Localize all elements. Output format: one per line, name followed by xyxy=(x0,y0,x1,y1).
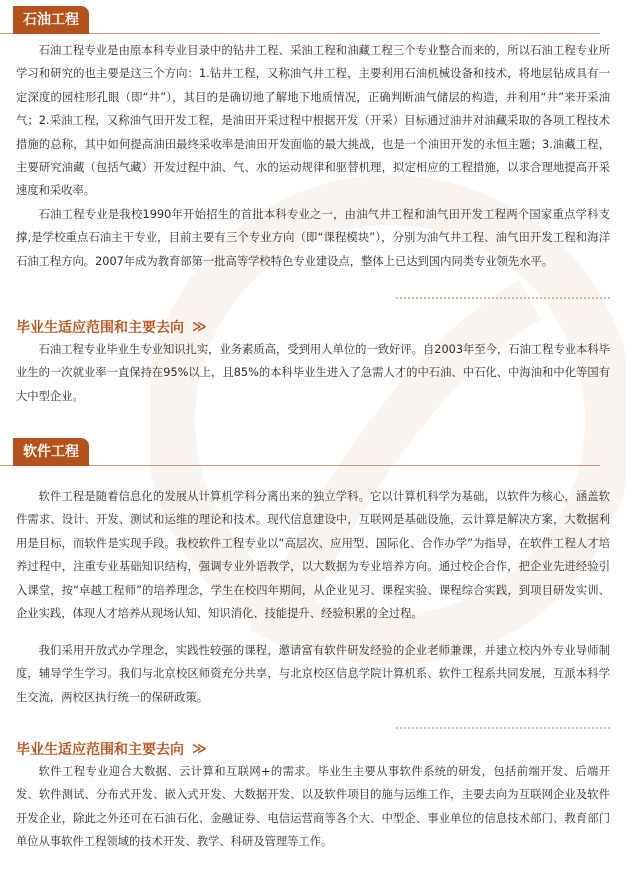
paragraph: 软件工程专业迎合大数据、云计算和互联网+的需求。毕业生主要从事软件系统的研发，包括前端开发、后端开发、软件测试、分布式开发、嵌入式开发、大数据开发、以及软件项目的施与运维工作，主要去向为互联网企业及软件开发企业，除此之外还可在石油石化、金融证券、电信运营商等各个大、中型企、事业单位的信息技术部门、教育部门单位从事软件工程领域的技术开发、教学、科研及管理等工作。 xyxy=(16,765,610,849)
paragraph: 石油工程专业是我校1990年开始招生的首批本科专业之一，由油气井工程和油气田开发工程两个国家重点学科支撑,是学校重点石油主干专业，目前主要有三个专业方向（即“课程模块”），分别为油气井工程、油气田开发工程和海洋石油工程方向。2007年成为教育部第一批高等学校特色专业建设点，整体上已达到国内同类专业领先水平。 xyxy=(16,208,610,268)
dotted-divider xyxy=(395,296,610,300)
double-chevron-right-icon: ≫ xyxy=(192,319,207,335)
paragraph: 我们采用开放式办学理念，实践性较强的课程，邀请富有软件研发经验的企业老师兼课，并建立校内外专业导师制度，辅导学生学习。我们与北京校区师资充分共享，与北京校区信息学院计算机系、软件工程系共同发展，互派本科学生交流，两校区执行统一的保研政策。 xyxy=(16,644,610,704)
subheader-employment-petroleum xyxy=(16,317,207,337)
subheader-employment-software xyxy=(16,739,207,759)
dotted-divider xyxy=(395,726,610,730)
subheader-title: 毕业生适应范围和主要去向 xyxy=(16,320,184,336)
paragraph: 软件工程是随着信息化的发展从计算机学科分离出来的独立学科。它以计算机科学为基础，以软件为核心，涵盖软件需求、设计、开发、测试和运维的理论和技术。现代信息建设中，互联网是基础设施，云计算是解决方案，大数据利用是目标，而软件是实现手段。我校软件工程专业以“高层次、应用型、国际化、合作办学”为指导，在软件工程人才培养过程中，注重专业基础知识结构，强调专业外语教学，以大数据为专业培养方向。通过校企合作，把企业先进经验引入课堂，按“卓越工程师”的培养理念，学生在校四年期间，从企业见习、课程实验、课程综合实践，到项目研发实训、企业实践，体现人才培养从现场认知、知识消化、技能提升、经验积累的全过程。 xyxy=(16,490,610,621)
section-divider xyxy=(0,33,600,34)
section-header-software xyxy=(13,438,89,466)
double-chevron-right-icon: ≫ xyxy=(192,741,207,757)
section-title: 软件工程 xyxy=(13,438,89,466)
paragraph: 石油工程专业毕业生专业知识扎实，业务素质高，受到用人单位的一致好评。自2003年至今，石油工程专业本科毕业生的一次就业率一直保持在95%以上，且85%的本科毕业生进入了急需人才的中石油、中石化、中海油和中化等国有大中型企业。 xyxy=(16,343,610,403)
section-title: 石油工程 xyxy=(13,6,89,34)
subheader-title: 毕业生适应范围和主要去向 xyxy=(16,742,184,758)
paragraph: 石油工程专业是由原本科专业目录中的钻井工程、采油工程和油藏工程三个专业整合而来的，所以石油工程专业所学习和研究的也主要是这三个方向：1.钻井工程，又称油气井工程，主要利用石油机械设备和技术，将地层钻成具有一定深度的园柱形孔眼（即“井”），其目的是确切地了解地下地质情况，正确判断油气储层的构造，并利用“井”来开采油气；2.采油工程，又称油气田开发工程，是油田开采过程中根据开发（开采）目标通过油井对油藏采取的各项工程技术措施的总称，其中如何提高油田最终采收率是油田开发面临的最大挑战，也是一个油田开发的永恒主题；3.油藏工程，主要研究油藏（包括气藏）开发过程中油、气、水的运动规律和驱替机理，拟定相应的工程措施，以求合理地提高开采速度和采收率。 xyxy=(16,44,610,198)
section-header-petroleum xyxy=(13,6,89,34)
section-divider xyxy=(0,465,600,466)
